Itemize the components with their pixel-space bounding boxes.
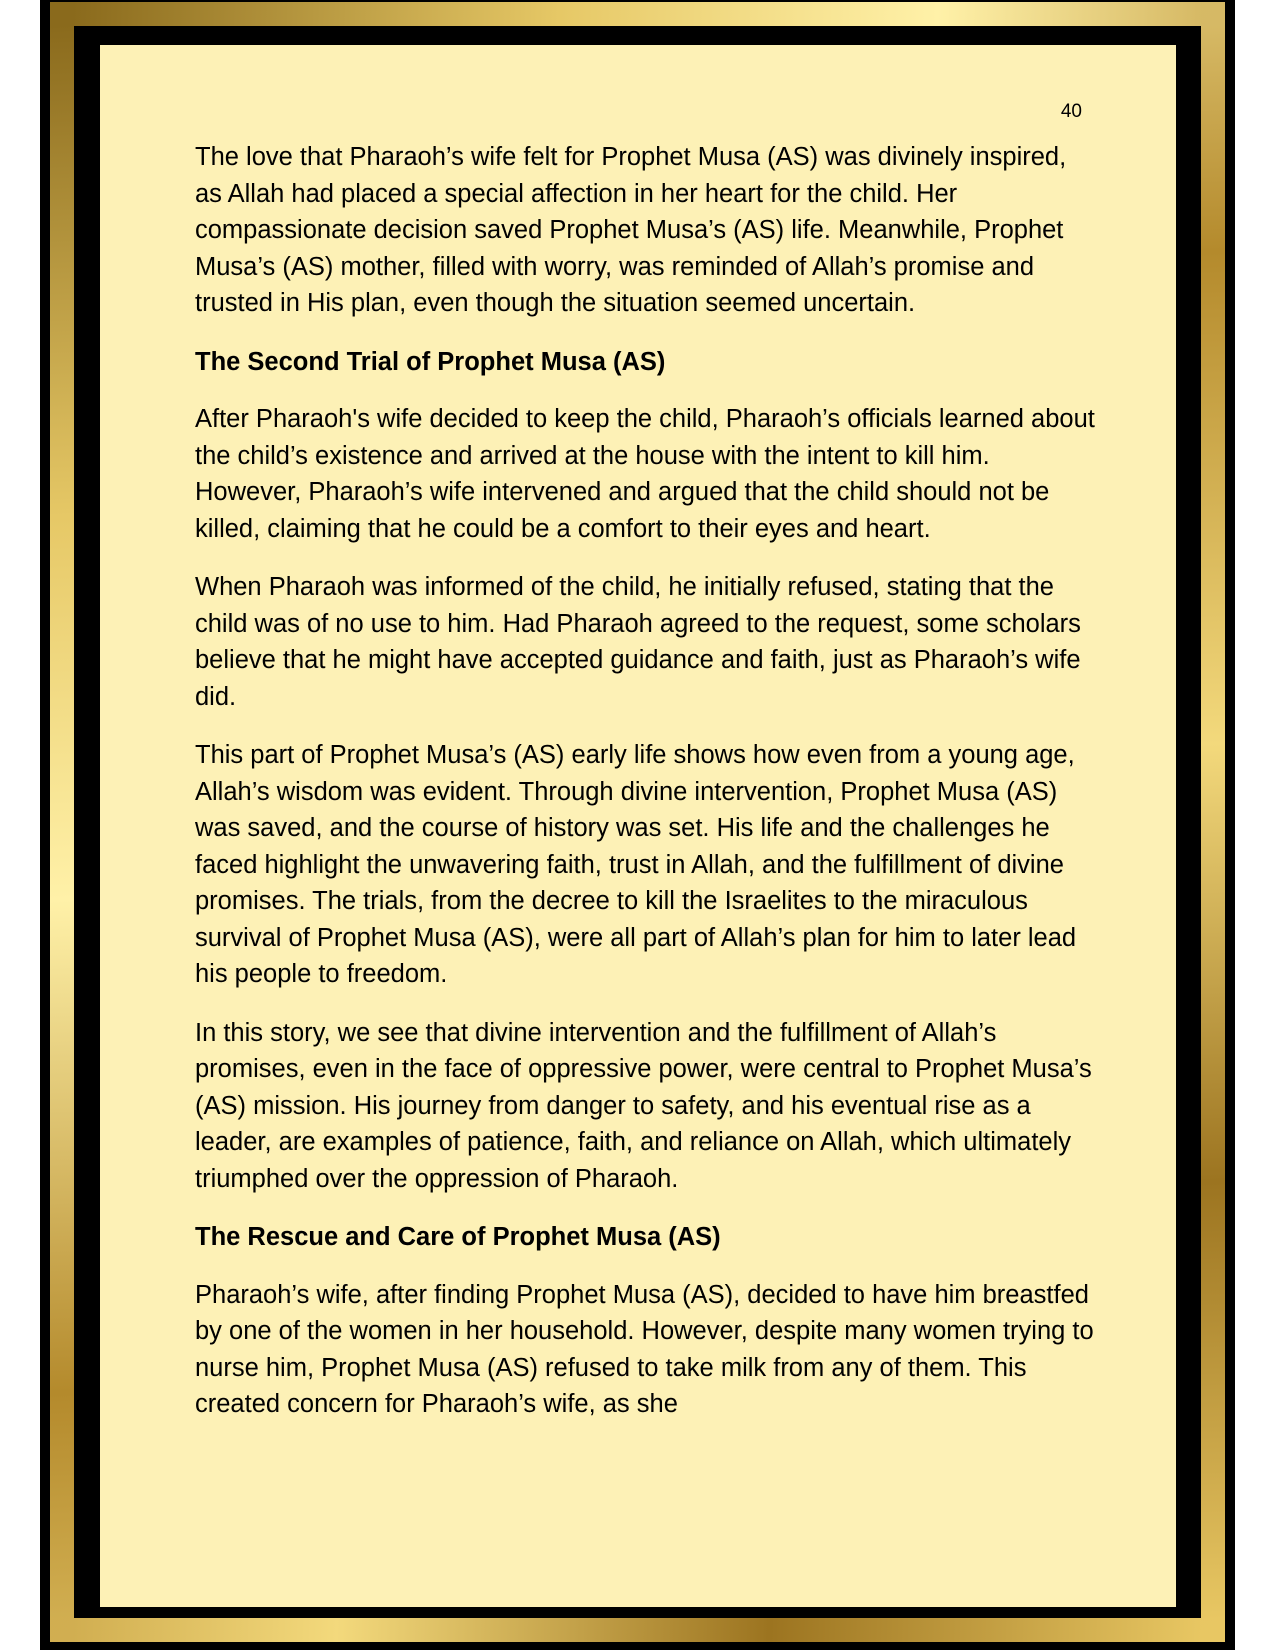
paragraph-6: Pharaoh’s wife, after finding Prophet Musa (AS), decided to have him breastfed by one of the women in her household. However, despite many women trying to nurse him, Prophet Musa (AS) refused to take milk from any of them. This created concern for Pharaoh’s wife, as she: [195, 1280, 1094, 1418]
section-heading-second-trial: The Second Trial of Prophet Musa (AS): [195, 347, 666, 376]
paragraph-4: This part of Prophet Musa’s (AS) early life shows how even from a young age, Allah’s wisdom was evident. Through divine intervention, Prophet Musa (AS) was saved, and the course of history was set. His life and the challenges he faced highlight the unwavering faith, trust in Allah, and the fulfillment of divine promises. The trials, from the decree to kill the Israelites to the miraculous survival of Prophet Musa (AS), were all part of Allah’s plan for him to later lead his people to freedom.: [195, 741, 1077, 988]
paragraph-1: The love that Pharaoh’s wife felt for Prophet Musa (AS) was divinely inspired, as Allah had placed a special affection in her heart for the child. Her compassionate decision saved Prophet Musa’s (AS) life. Meanwhile, Prophet Musa’s (AS) mother, filled with worry, was reminded of Allah’s promise and trusted in His plan, even though the situation seemed uncertain.: [195, 143, 1067, 317]
page-content: [195, 139, 1095, 1445]
page-number: 40: [1060, 101, 1082, 122]
paragraph-5: In this story, we see that divine intervention and the fulfillment of Allah’s promises, even in the face of oppressive power, were central to Prophet Musa’s (AS) mission. His journey from danger to safety, and his eventual rise as a leader, are examples of patience, faith, and reliance on Allah, which ultimately triumphed over the oppression of Pharaoh.: [195, 1018, 1092, 1193]
paragraph-3: When Pharaoh was informed of the child, he initially refused, stating that the child was of no use to him. Had Pharaoh agreed to the request, some scholars believe that he might have accepted guidance and faith, just as Pharaoh’s wife did.: [195, 573, 1081, 711]
paragraph-2: After Pharaoh's wife decided to keep the child, Pharaoh’s officials learned about the child’s existence and arrived at the house with the intent to kill him. However, Pharaoh’s wife intervened and argued that the child should not be killed, claiming that he could be a comfort to their eyes and heart.: [195, 405, 1095, 543]
section-heading-rescue-and-care: The Rescue and Care of Prophet Musa (AS): [195, 1223, 721, 1251]
page: [100, 45, 1176, 1607]
